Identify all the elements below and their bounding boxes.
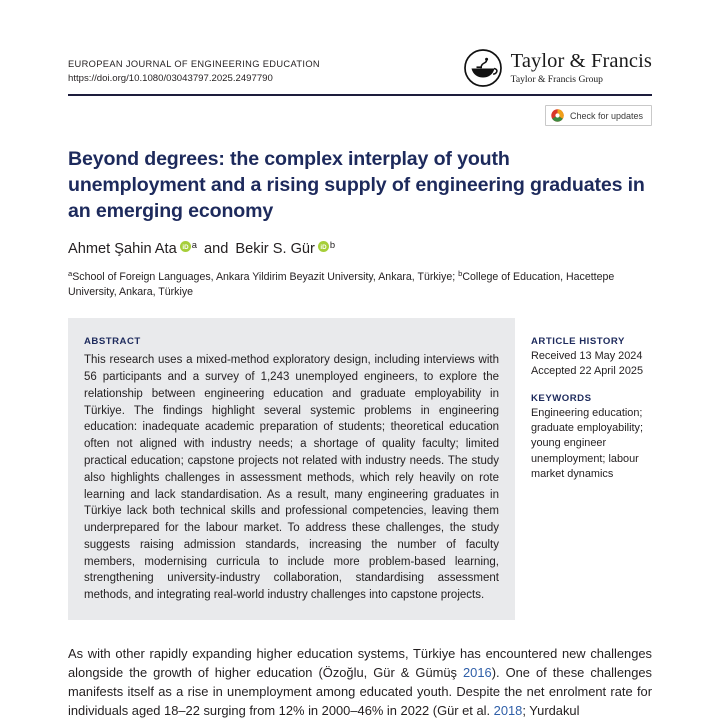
journal-name: EUROPEAN JOURNAL OF ENGINEERING EDUCATION	[68, 59, 320, 69]
affiliation-text: School of Foreign Languages, Ankara Yildirim Beyazit University, Ankara, Türkiye;	[72, 270, 456, 283]
abstract-box	[68, 318, 515, 620]
author-affiliation-marker: b	[329, 238, 336, 250]
citation-link[interactable]: 2016	[463, 665, 492, 681]
author-list	[68, 239, 652, 259]
introduction-paragraph	[68, 644, 652, 720]
check-for-updates-button[interactable]	[545, 105, 652, 126]
check-for-updates-label: Check for updates	[569, 110, 643, 121]
keywords-text: Engineering education; graduate employability; young engineer unemployment; labour market dynamics	[531, 407, 643, 480]
article-metadata-sidebar	[515, 318, 652, 481]
header-divider	[68, 94, 652, 96]
author-affiliation-marker: a	[191, 238, 197, 250]
abstract-region	[68, 318, 652, 620]
article-history-heading: ARTICLE HISTORY	[531, 336, 625, 348]
page-content-column	[68, 0, 652, 720]
abstract-heading: ABSTRACT	[84, 336, 141, 348]
taylor-francis-wordmark	[511, 51, 652, 84]
taylor-francis-logo	[463, 48, 652, 88]
svg-text:iD: iD	[182, 243, 189, 251]
publisher-group: Taylor & Francis Group	[510, 73, 603, 85]
check-for-updates-row	[68, 105, 652, 126]
publisher-name: Taylor & Francis	[510, 50, 652, 73]
affiliations	[68, 268, 652, 301]
received-date: Received 13 May 2024	[531, 350, 643, 363]
abstract-text: This research uses a mixed-method exploratory design, including interviews with 56 participants and a survey of 1,243 unemployed engineers, to explore the relationship between engineering education and graduate employability in Türkiye. The findings highlight several systemic problems in engineering education: inadequate academic preparation of students; theoretical education often not aligned with industry needs; a shortage of quality faculty; limited practical education; capstone projects not related with industry needs. The study also highlights challenges in assessment methods, which rely heavily on rote learning and lack standardisation. As a result, many engineering graduates in Türkiye lack both technical skills and professional competencies, leaving them underprepared for the labour market. To address these challenges, the study suggests raising admission standards, increasing the number of faculty members, modernising curricula to include more problem-based learning, strengthening university-industry collaboration, standardising assessment methods, and integrating real-world industry challenges into capstone projects.	[84, 354, 499, 602]
author-name: Ahmet Şahin Ata	[68, 240, 177, 257]
accepted-date: Accepted 22 April 2025	[531, 365, 644, 378]
author-entry	[68, 238, 201, 257]
author-name: Bekir S. Gür	[235, 240, 315, 257]
orcid-icon[interactable]	[180, 239, 191, 250]
doi-link[interactable]: https://doi.org/10.1080/03043797.2025.2497790	[68, 73, 273, 85]
affiliation-text: College of Education, Hacettepe University, Ankara, Türkiye	[68, 270, 615, 298]
page-title: Beyond degrees: the complex interplay of youth unemployment and a rising supply of engineering graduates in an emerging economy	[68, 148, 645, 222]
citation-link[interactable]: 2018	[493, 703, 523, 719]
affiliation-marker: a	[68, 268, 73, 278]
masthead	[68, 0, 652, 88]
body-text-segment: As with other rapidly expanding higher education systems, Türkiye has encountered new challenges alongside the growth of higher education (Özoğlu, Gür & Gümüş	[68, 645, 652, 681]
body-text-segment: ; Yurdakul	[522, 703, 580, 719]
affiliation-marker: b	[458, 268, 463, 278]
crossmark-icon	[551, 109, 564, 122]
orcid-icon[interactable]	[318, 239, 329, 250]
sidebar-spacer	[531, 379, 652, 393]
taylor-francis-emblem-icon	[463, 48, 503, 88]
body-text-segment: ). One of these challenges manifests itself as a rise in unemployment among educated youth. Despite the net enrolment rate for individuals aged 18–22 surging from 12% in 2000–46% in 2022 (Gür et al.	[68, 665, 652, 719]
author-entry	[235, 238, 336, 257]
author-conjunction: and	[204, 240, 229, 257]
keywords-heading: KEYWORDS	[531, 393, 592, 405]
journal-identity	[68, 56, 320, 87]
svg-text:iD: iD	[320, 243, 327, 251]
